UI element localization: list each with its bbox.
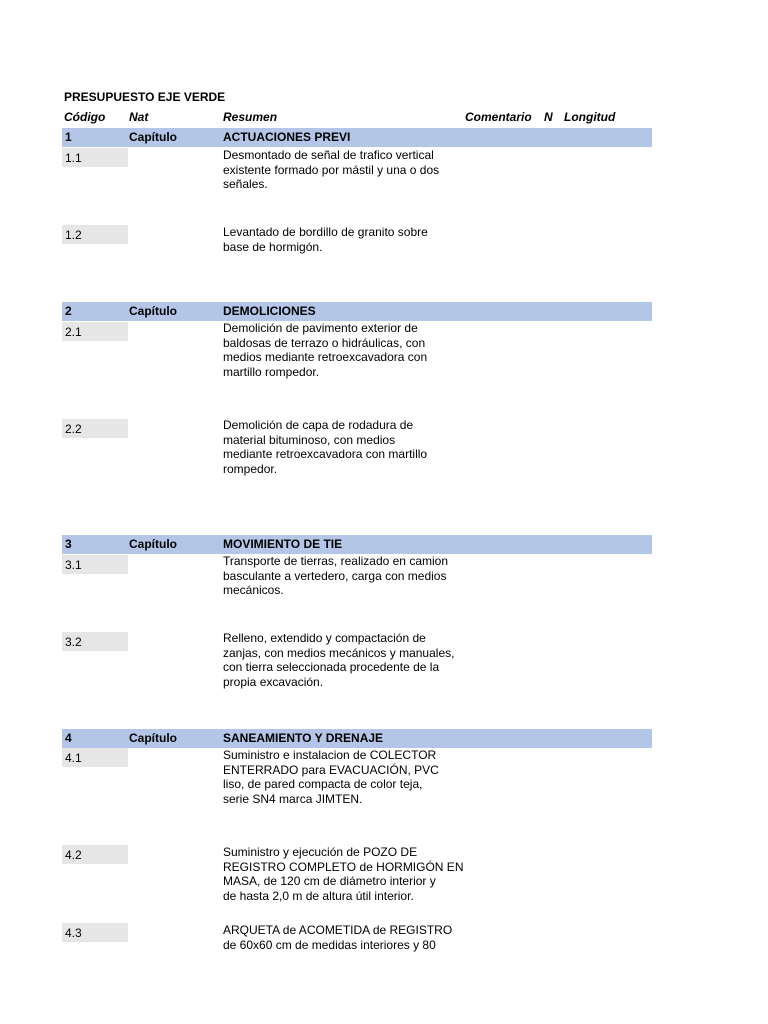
item-description: Demolición de pavimento exterior de baldosas de terrazo o hidráulicas, con medios mediante retroexcavadora con martillo rompedor.	[223, 321, 428, 379]
chapter-title: DEMOLICIONES	[223, 304, 316, 318]
item-description: ARQUETA de ACOMETIDA de REGISTRO de 60x60 cm de medidas interiores y 80	[223, 923, 453, 952]
item-description: Demolición de capa de rodadura de material bituminoso, con medios mediante retroexcavadora con martillo rompedor.	[223, 418, 428, 476]
item-description: Suministro e instalacion de COLECTOR ENTERRADO para EVACUACIÓN, PVC liso, de pared compacta de color teja, serie SN4 marca JIMTEN.	[223, 748, 439, 806]
document-title: PRESUPUESTO EJE VERDE	[64, 90, 226, 104]
chapter-nat: Capítulo	[129, 537, 177, 551]
item-code: 4.1	[65, 751, 82, 765]
item-description: Suministro y ejecución de POZO DE REGISTRO COMPLETO de HORMIGÓN EN MASA, de 120 cm de diámetro interior y de hasta 2,0 m de altura útil interior.	[223, 845, 464, 903]
item-code: 4.2	[65, 848, 82, 862]
header-n: N	[544, 110, 553, 124]
header-comentario: Comentario	[465, 110, 532, 124]
item-code-cell	[62, 555, 128, 574]
chapter-code: 1	[65, 130, 72, 144]
item-code: 2.2	[65, 422, 82, 436]
header-longitud: Longitud	[564, 110, 616, 124]
item-code-cell	[62, 419, 128, 438]
item-code-cell	[62, 923, 128, 942]
item-description: Relleno, extendido y compactación de zanjas, con medios mecánicos y manuales, con tierra seleccionada procedente de la propia excavación.	[223, 631, 455, 689]
item-description: Levantado de bordillo de granito sobre base de hormigón.	[223, 225, 428, 254]
item-code: 4.3	[65, 926, 82, 940]
item-description: Transporte de tierras, realizado en camion basculante a vertedero, carga con medios mecánicos.	[223, 554, 448, 597]
chapter-code: 4	[65, 731, 72, 745]
chapter-title: MOVIMIENTO DE TIE	[223, 537, 343, 551]
item-code-cell	[62, 748, 128, 767]
chapter-nat: Capítulo	[129, 304, 177, 318]
item-code-cell	[62, 845, 128, 864]
chapter-nat: Capítulo	[129, 731, 177, 745]
chapter-row	[62, 302, 652, 321]
item-code-cell	[62, 148, 128, 167]
header-resumen: Resumen	[223, 110, 278, 124]
chapter-title: ACTUACIONES PREVI	[223, 130, 351, 144]
chapter-row	[62, 535, 652, 554]
chapter-row	[62, 729, 652, 748]
chapter-nat: Capítulo	[129, 130, 177, 144]
chapter-row	[62, 128, 652, 147]
item-code-cell	[62, 322, 128, 341]
item-code: 1.2	[65, 228, 82, 242]
item-code: 3.1	[65, 558, 82, 572]
chapter-code: 3	[65, 537, 72, 551]
item-code: 3.2	[65, 635, 82, 649]
header-codigo: Código	[64, 110, 106, 124]
item-code: 1.1	[65, 151, 82, 165]
chapter-title: SANEAMIENTO Y DRENAJE	[223, 731, 384, 745]
item-code: 2.1	[65, 325, 82, 339]
header-nat: Nat	[129, 110, 149, 124]
item-code-cell	[62, 632, 128, 651]
item-code-cell	[62, 225, 128, 244]
item-description: Desmontado de señal de trafico vertical existente formado por mástil y una o dos señales.	[223, 148, 440, 191]
chapter-code: 2	[65, 304, 72, 318]
